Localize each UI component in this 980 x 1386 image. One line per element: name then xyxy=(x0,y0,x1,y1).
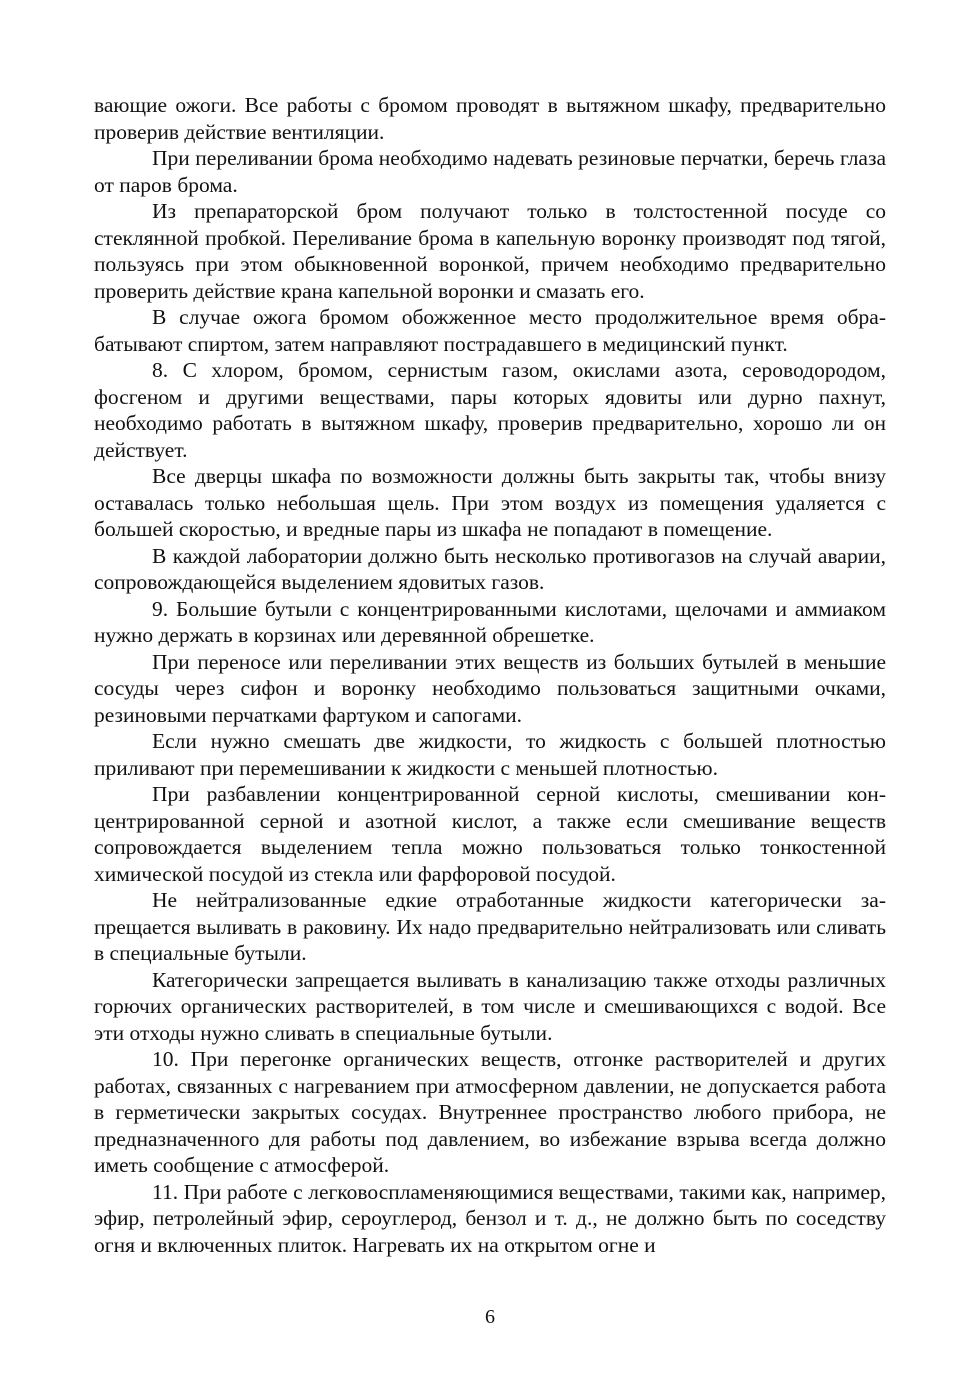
paragraph-7: 9. Большие бутыли с концентрированными кислотами, щелочами и аммиаком нужно держать в корзинах или деревянной обрешетке. xyxy=(94,596,886,647)
paragraph-4: 8. С хлором, бромом, сернистым газом, окислами азота, сероводородом, фосгеном и другими веществами, пары которых ядовиты или дурно пахнут, необходимо работать в вытяжном шкафу, проверив предварительно, хорошо ли он действует. xyxy=(94,358,886,462)
paragraph-3: В случае ожога бромом обожженное место продолжительное время обрабатывают спиртом, затем направляют пострадавшего в медицинский пункт. xyxy=(94,305,886,356)
paragraph-6: В каждой лаборатории должно быть несколько противогазов на случай аварии, сопровождающейся выделением ядовитых газов. xyxy=(94,543,886,594)
paragraph-10: При разбавлении концентрированной серной кислоты, смешивании концентрированной серной и азотной кислот, а также если смешивание веществ сопровождается выделением тепла можно пользоваться только тонкостенной химической посудой из стекла или фарфоровой посудой. xyxy=(94,782,886,886)
paragraph-0: вающие ожоги. Все работы с бромом проводят в вытяжном шкафу, предварительно проверив действие вентиляции. xyxy=(94,93,886,144)
paragraph-9: Если нужно смешать две жидкости, то жидкость с большей плотностью приливают при перемешивании к жидкости с меньшей плотностью. xyxy=(94,729,886,780)
paragraph-1: При переливании брома необходимо надевать резиновые перчатки, беречь глаза от паров брома. xyxy=(94,146,886,197)
paragraph-2: Из препараторской бром получают только в толстостенной посуде со стеклянной пробкой. Переливание брома в капельную воронку производят под тягой, пользуясь при этом обыкновенной воронкой, причем необходимо предварительно проверить действие крана капельной воронки и смазать его. xyxy=(94,199,886,303)
page-body xyxy=(94,92,886,1258)
page-number: 6 xyxy=(485,1306,495,1328)
paragraph-5: Все дверцы шкафа по возможности должны быть закрыты так, чтобы внизу оставалась только небольшая щель. При этом воздух из помещения удаляется с большей скоростью, и вредные пары из шкафа не попадают в помещение. xyxy=(94,464,886,541)
paragraph-12: Категорически запрещается выливать в канализацию также отходы различных горючих органических растворителей, в том числе и смешивающихся с водой. Все эти отходы нужно сливать в специальные бутыли. xyxy=(94,967,886,1045)
paragraph-8: При переносе или переливании этих веществ из больших бутылей в меньшие сосуды через сифон и воронку необходимо пользоваться защитными очками, резиновыми перчатками фартуком и сапогами. xyxy=(94,649,886,727)
paragraph-14: 11. При работе с легковоспламеняющимися веществами, такими как, например, эфир, петролейный эфир, сероуглерод, бензол и т. д., не должно быть по соседству огня и включенных плиток. Нагревать их на открытом огне и xyxy=(94,1179,886,1257)
paragraph-11: Не нейтрализованные едкие отработанные жидкости категорически запрещается выливать в раковину. Их надо предварительно нейтрализовать или сливать в специальные бутыли. xyxy=(94,888,886,965)
paragraph-13: 10. При перегонке органических веществ, отгонке растворителей и других работах, связанных с нагреванием при атмосферном давлении, не допускается работа в герметически закрытых сосудах. Внутреннее пространство любого прибора, не предназначенного для работы под давлением, во избежание взрыва всегда должно иметь сообщение с атмосферой. xyxy=(94,1047,886,1177)
